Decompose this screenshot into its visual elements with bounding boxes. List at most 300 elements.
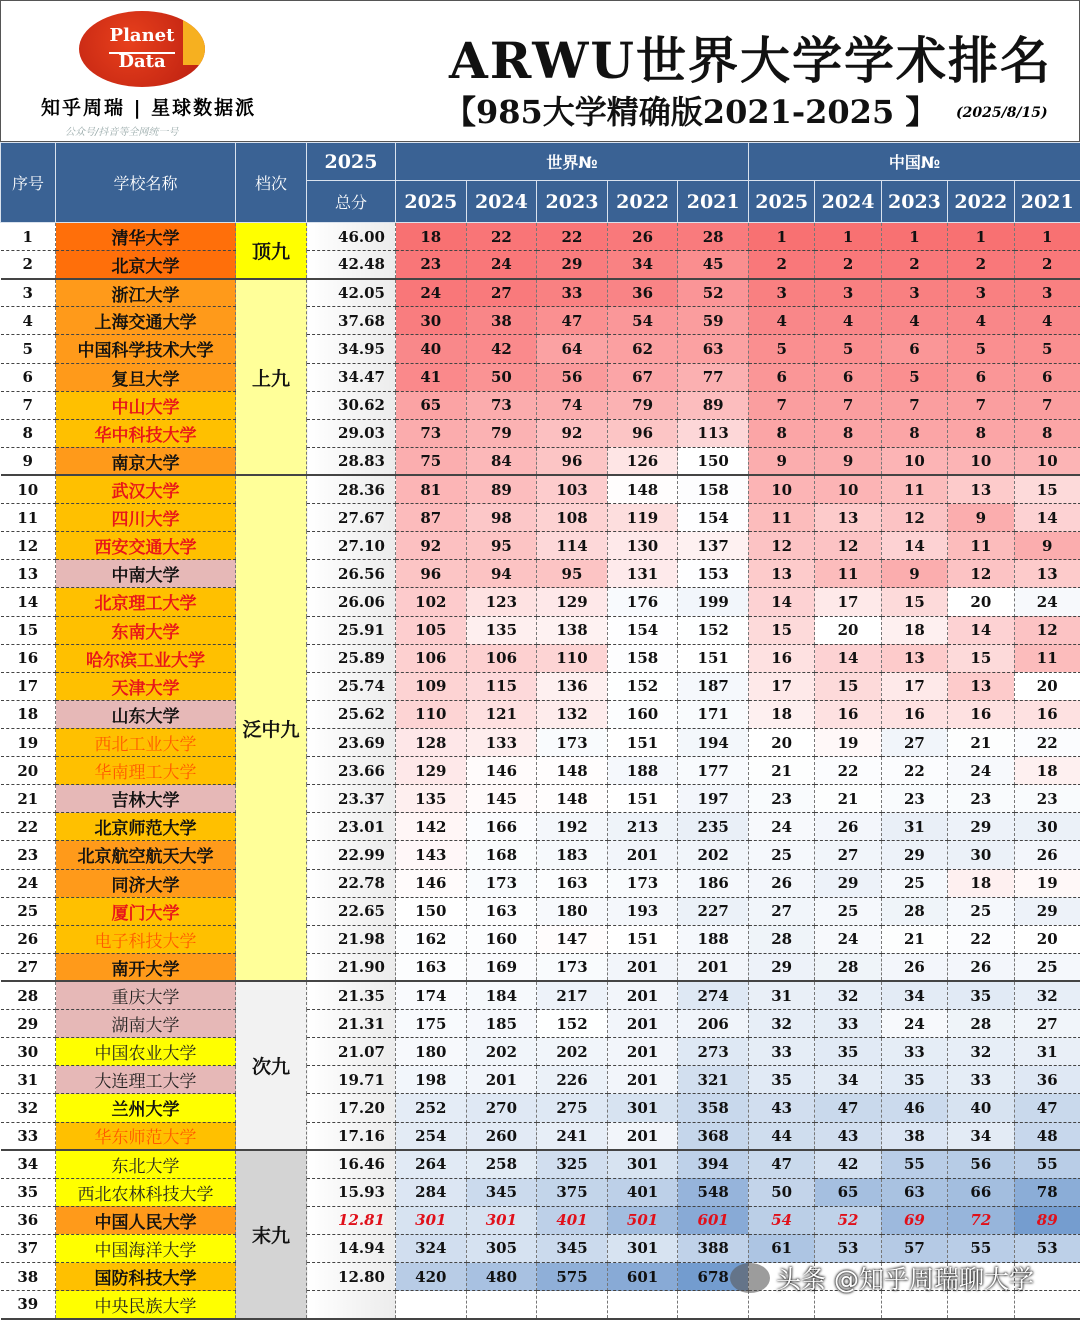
world-rank: 186 — [678, 869, 749, 897]
china-rank: 1 — [1014, 223, 1080, 251]
col-china-2022: 2022 — [948, 181, 1014, 223]
col-score: 总分 — [307, 181, 396, 223]
china-rank: 15 — [1014, 475, 1080, 503]
china-rank: 27 — [748, 897, 814, 925]
world-rank: 62 — [607, 335, 678, 363]
report-date: (2025/8/15) — [956, 105, 1048, 121]
table-row — [1, 1178, 1080, 1206]
china-rank: 29 — [948, 813, 1014, 841]
tier-label: 末九 — [236, 1150, 307, 1319]
world-rank: 188 — [607, 757, 678, 785]
world-rank: 81 — [396, 475, 467, 503]
table-row — [1, 223, 1080, 251]
china-rank: 4 — [1014, 307, 1080, 335]
school-name: 北京理工大学 — [56, 588, 236, 616]
china-rank: 18 — [948, 869, 1014, 897]
world-rank: 152 — [607, 672, 678, 700]
china-rank: 61 — [748, 1234, 814, 1262]
china-rank: 10 — [748, 475, 814, 503]
world-rank: 75 — [396, 447, 467, 475]
world-rank: 252 — [396, 1094, 467, 1122]
table-row — [1, 953, 1080, 981]
school-name: 中南大学 — [56, 560, 236, 588]
world-rank: 180 — [396, 1038, 467, 1066]
china-rank: 22 — [815, 757, 881, 785]
school-name: 中国人民大学 — [56, 1206, 236, 1234]
world-rank: 201 — [678, 953, 749, 981]
china-rank: 46 — [881, 1094, 947, 1122]
china-rank: 53 — [815, 1234, 881, 1262]
world-rank: 87 — [396, 504, 467, 532]
china-rank: 57 — [881, 1234, 947, 1262]
world-rank: 201 — [607, 841, 678, 869]
china-rank: 12 — [748, 532, 814, 560]
china-rank: 11 — [748, 504, 814, 532]
world-rank: 202 — [537, 1038, 608, 1066]
total-score: 23.69 — [307, 728, 396, 756]
world-rank: 65 — [396, 391, 467, 419]
world-rank: 130 — [607, 532, 678, 560]
world-rank: 184 — [466, 981, 537, 1009]
china-rank: 89 — [1014, 1206, 1080, 1234]
china-rank: 13 — [881, 644, 947, 672]
school-name: 中山大学 — [56, 391, 236, 419]
world-rank: 135 — [396, 785, 467, 813]
china-rank: 18 — [748, 700, 814, 728]
china-rank: 16 — [1014, 700, 1080, 728]
watermark — [730, 1258, 1070, 1298]
china-rank: 34 — [881, 981, 947, 1009]
total-score: 12.80 — [307, 1263, 396, 1291]
school-name: 清华大学 — [56, 223, 236, 251]
row-index: 24 — [1, 869, 56, 897]
china-rank: 8 — [948, 419, 1014, 447]
china-rank: 15 — [948, 644, 1014, 672]
total-score: 27.67 — [307, 504, 396, 532]
world-rank: 321 — [678, 1066, 749, 1094]
total-score: 22.65 — [307, 897, 396, 925]
table-row — [1, 475, 1080, 503]
china-rank: 35 — [748, 1066, 814, 1094]
world-rank: 92 — [396, 532, 467, 560]
china-rank: 24 — [948, 757, 1014, 785]
china-rank: 4 — [881, 307, 947, 335]
row-index: 17 — [1, 672, 56, 700]
world-rank: 143 — [396, 841, 467, 869]
china-rank: 52 — [815, 1206, 881, 1234]
world-rank: 160 — [466, 925, 537, 953]
china-rank: 8 — [815, 419, 881, 447]
china-rank: 21 — [881, 925, 947, 953]
table-row — [1, 841, 1080, 869]
row-index: 26 — [1, 925, 56, 953]
world-rank: 18 — [396, 223, 467, 251]
world-rank: 59 — [678, 307, 749, 335]
china-rank: 2 — [748, 251, 814, 279]
total-score: 26.56 — [307, 560, 396, 588]
world-rank: 96 — [396, 560, 467, 588]
world-rank: 106 — [396, 644, 467, 672]
world-rank: 273 — [678, 1038, 749, 1066]
table-row — [1, 532, 1080, 560]
total-score: 28.36 — [307, 475, 396, 503]
world-rank: 345 — [537, 1234, 608, 1262]
china-rank: 20 — [815, 616, 881, 644]
world-rank: 325 — [537, 1150, 608, 1178]
china-rank: 3 — [881, 279, 947, 307]
world-rank: 358 — [678, 1094, 749, 1122]
row-index: 2 — [1, 251, 56, 279]
china-rank: 4 — [748, 307, 814, 335]
total-score: 21.31 — [307, 1010, 396, 1038]
logo-text-2: Data — [79, 51, 205, 72]
china-rank: 27 — [881, 728, 947, 756]
row-index: 25 — [1, 897, 56, 925]
world-rank: 102 — [396, 588, 467, 616]
total-score: 30.62 — [307, 391, 396, 419]
world-rank: 24 — [396, 279, 467, 307]
china-rank: 32 — [948, 1038, 1014, 1066]
china-rank: 55 — [881, 1150, 947, 1178]
china-rank: 15 — [748, 616, 814, 644]
total-score: 22.78 — [307, 869, 396, 897]
school-name: 电子科技大学 — [56, 925, 236, 953]
page-subtitle: 【985大学精确版2021-2025 】 — [444, 87, 937, 133]
china-rank: 24 — [1014, 588, 1080, 616]
school-name: 山东大学 — [56, 700, 236, 728]
col-score-year: 2025 — [307, 143, 396, 181]
world-rank: 42 — [466, 335, 537, 363]
table-row — [1, 504, 1080, 532]
china-rank: 2 — [815, 251, 881, 279]
col-world-2023: 2023 — [537, 181, 608, 223]
china-rank: 17 — [815, 588, 881, 616]
world-rank: 34 — [607, 251, 678, 279]
world-rank: 24 — [466, 251, 537, 279]
col-group-china: 中国№ — [748, 143, 1080, 181]
world-rank: 146 — [466, 757, 537, 785]
row-index: 9 — [1, 447, 56, 475]
table-row — [1, 1010, 1080, 1038]
china-rank: 50 — [748, 1178, 814, 1206]
china-rank: 35 — [881, 1066, 947, 1094]
china-rank: 55 — [1014, 1150, 1080, 1178]
china-rank: 72 — [948, 1206, 1014, 1234]
china-rank: 40 — [948, 1094, 1014, 1122]
school-name: 大连理工大学 — [56, 1066, 236, 1094]
china-rank: 17 — [748, 672, 814, 700]
china-rank: 26 — [748, 869, 814, 897]
world-rank: 84 — [466, 447, 537, 475]
total-score — [307, 1291, 396, 1319]
total-score: 21.07 — [307, 1038, 396, 1066]
china-rank: 8 — [881, 419, 947, 447]
china-rank: 6 — [881, 335, 947, 363]
china-rank: 19 — [815, 728, 881, 756]
total-score: 23.37 — [307, 785, 396, 813]
world-rank: 47 — [537, 307, 608, 335]
world-rank: 152 — [678, 616, 749, 644]
world-rank — [466, 1291, 537, 1319]
table-row — [1, 307, 1080, 335]
school-name: 北京大学 — [56, 251, 236, 279]
world-rank: 183 — [537, 841, 608, 869]
china-rank: 26 — [881, 953, 947, 981]
world-rank: 50 — [466, 363, 537, 391]
china-rank: 9 — [748, 447, 814, 475]
col-china-2025: 2025 — [748, 181, 814, 223]
table-row — [1, 644, 1080, 672]
china-rank: 21 — [815, 785, 881, 813]
total-score: 25.91 — [307, 616, 396, 644]
total-score: 19.71 — [307, 1066, 396, 1094]
world-rank: 226 — [537, 1066, 608, 1094]
china-rank: 14 — [948, 616, 1014, 644]
china-rank: 29 — [881, 841, 947, 869]
world-rank — [607, 1291, 678, 1319]
china-rank: 2 — [881, 251, 947, 279]
world-rank: 284 — [396, 1178, 467, 1206]
table-row — [1, 1038, 1080, 1066]
row-index: 39 — [1, 1291, 56, 1319]
row-index: 7 — [1, 391, 56, 419]
world-rank: 173 — [537, 953, 608, 981]
tier-label: 顶九 — [236, 223, 307, 279]
total-score: 12.81 — [307, 1206, 396, 1234]
china-rank: 16 — [948, 700, 1014, 728]
row-index: 13 — [1, 560, 56, 588]
total-score: 17.20 — [307, 1094, 396, 1122]
table-row — [1, 616, 1080, 644]
row-index: 22 — [1, 813, 56, 841]
world-rank: 133 — [466, 728, 537, 756]
total-score: 27.10 — [307, 532, 396, 560]
school-name: 兰州大学 — [56, 1094, 236, 1122]
china-rank: 4 — [948, 307, 1014, 335]
world-rank: 173 — [537, 728, 608, 756]
world-rank: 22 — [466, 223, 537, 251]
china-rank: 7 — [815, 391, 881, 419]
china-rank: 13 — [1014, 560, 1080, 588]
world-rank: 121 — [466, 700, 537, 728]
row-index: 5 — [1, 335, 56, 363]
world-rank: 63 — [678, 335, 749, 363]
school-name: 上海交通大学 — [56, 307, 236, 335]
world-rank: 163 — [396, 953, 467, 981]
china-rank: 12 — [881, 504, 947, 532]
world-rank: 160 — [607, 700, 678, 728]
world-rank: 235 — [678, 813, 749, 841]
world-rank: 128 — [396, 728, 467, 756]
china-rank: 3 — [815, 279, 881, 307]
world-rank: 201 — [607, 953, 678, 981]
world-rank: 193 — [607, 897, 678, 925]
col-world-2021: 2021 — [678, 181, 749, 223]
china-rank: 25 — [815, 897, 881, 925]
china-rank: 33 — [748, 1038, 814, 1066]
total-score: 21.35 — [307, 981, 396, 1009]
world-rank: 129 — [396, 757, 467, 785]
world-rank: 158 — [607, 644, 678, 672]
world-rank: 180 — [537, 897, 608, 925]
world-rank: 305 — [466, 1234, 537, 1262]
world-rank: 103 — [537, 475, 608, 503]
row-index: 18 — [1, 700, 56, 728]
world-rank: 137 — [678, 532, 749, 560]
china-rank: 25 — [948, 897, 1014, 925]
world-rank: 67 — [607, 363, 678, 391]
china-rank: 29 — [815, 869, 881, 897]
china-rank: 56 — [948, 1150, 1014, 1178]
world-rank: 254 — [396, 1122, 467, 1150]
world-rank: 56 — [537, 363, 608, 391]
china-rank: 15 — [815, 672, 881, 700]
world-rank — [396, 1291, 467, 1319]
world-rank: 401 — [607, 1178, 678, 1206]
china-rank: 11 — [815, 560, 881, 588]
china-rank: 5 — [881, 363, 947, 391]
china-rank: 53 — [1014, 1234, 1080, 1262]
total-score: 25.62 — [307, 700, 396, 728]
brand-name: 知乎周瑞 | 星球数据派 — [41, 93, 256, 120]
china-rank: 65 — [815, 1178, 881, 1206]
table-row — [1, 700, 1080, 728]
table-row — [1, 560, 1080, 588]
world-rank: 154 — [607, 616, 678, 644]
china-rank: 28 — [948, 1010, 1014, 1038]
world-rank: 388 — [678, 1234, 749, 1262]
china-rank: 25 — [1014, 953, 1080, 981]
world-rank: 375 — [537, 1178, 608, 1206]
china-rank: 29 — [748, 953, 814, 981]
total-score: 37.68 — [307, 307, 396, 335]
row-index: 11 — [1, 504, 56, 532]
china-rank: 35 — [948, 981, 1014, 1009]
row-index: 1 — [1, 223, 56, 251]
china-rank: 29 — [1014, 897, 1080, 925]
world-rank: 123 — [466, 588, 537, 616]
world-rank: 79 — [607, 391, 678, 419]
china-rank: 14 — [748, 588, 814, 616]
world-rank: 28 — [678, 223, 749, 251]
world-rank: 148 — [607, 475, 678, 503]
total-score: 23.66 — [307, 757, 396, 785]
world-rank: 394 — [678, 1150, 749, 1178]
china-rank: 43 — [748, 1094, 814, 1122]
china-rank: 31 — [748, 981, 814, 1009]
row-index: 32 — [1, 1094, 56, 1122]
world-rank: 158 — [678, 475, 749, 503]
world-rank: 148 — [537, 757, 608, 785]
china-rank: 18 — [881, 616, 947, 644]
china-rank: 32 — [748, 1010, 814, 1038]
world-rank: 324 — [396, 1234, 467, 1262]
world-rank: 94 — [466, 560, 537, 588]
world-rank: 173 — [607, 869, 678, 897]
china-rank: 26 — [948, 953, 1014, 981]
world-rank: 601 — [678, 1206, 749, 1234]
china-rank: 9 — [881, 560, 947, 588]
world-rank: 96 — [537, 447, 608, 475]
total-score: 16.46 — [307, 1150, 396, 1178]
world-rank: 241 — [537, 1122, 608, 1150]
report-header — [0, 0, 1080, 142]
world-rank: 201 — [607, 981, 678, 1009]
school-name: 重庆大学 — [56, 981, 236, 1009]
china-rank: 7 — [1014, 391, 1080, 419]
world-rank: 113 — [678, 419, 749, 447]
world-rank: 501 — [607, 1206, 678, 1234]
table-row — [1, 419, 1080, 447]
school-name: 华东师范大学 — [56, 1122, 236, 1150]
china-rank: 34 — [815, 1066, 881, 1094]
world-rank: 115 — [466, 672, 537, 700]
world-rank: 154 — [678, 504, 749, 532]
world-rank: 169 — [466, 953, 537, 981]
world-rank: 206 — [678, 1010, 749, 1038]
world-rank: 171 — [678, 700, 749, 728]
world-rank: 151 — [607, 785, 678, 813]
total-score: 25.89 — [307, 644, 396, 672]
row-index: 37 — [1, 1234, 56, 1262]
china-rank: 25 — [881, 869, 947, 897]
school-name: 天津大学 — [56, 672, 236, 700]
school-name: 中国科学技术大学 — [56, 335, 236, 363]
world-rank: 136 — [537, 672, 608, 700]
total-score: 28.83 — [307, 447, 396, 475]
china-rank: 66 — [948, 1178, 1014, 1206]
world-rank: 22 — [537, 223, 608, 251]
china-rank: 14 — [1014, 504, 1080, 532]
china-rank: 32 — [1014, 981, 1080, 1009]
china-rank: 21 — [748, 757, 814, 785]
world-rank: 275 — [537, 1094, 608, 1122]
world-rank: 213 — [607, 813, 678, 841]
total-score: 21.90 — [307, 953, 396, 981]
china-rank: 17 — [881, 672, 947, 700]
col-china-2021: 2021 — [1014, 181, 1080, 223]
world-rank: 420 — [396, 1263, 467, 1291]
china-rank: 19 — [1014, 869, 1080, 897]
world-rank: 41 — [396, 363, 467, 391]
china-rank: 12 — [815, 532, 881, 560]
world-rank: 29 — [537, 251, 608, 279]
china-rank: 23 — [948, 785, 1014, 813]
china-rank: 44 — [748, 1122, 814, 1150]
table-row — [1, 1066, 1080, 1094]
col-china-2024: 2024 — [815, 181, 881, 223]
china-rank: 8 — [748, 419, 814, 447]
row-index: 8 — [1, 419, 56, 447]
world-rank: 27 — [466, 279, 537, 307]
school-name: 复旦大学 — [56, 363, 236, 391]
china-rank: 31 — [1014, 1038, 1080, 1066]
world-rank: 174 — [396, 981, 467, 1009]
table-row — [1, 1206, 1080, 1234]
world-rank: 30 — [396, 307, 467, 335]
table-row — [1, 785, 1080, 813]
world-rank: 26 — [607, 223, 678, 251]
world-rank: 36 — [607, 279, 678, 307]
china-rank: 35 — [815, 1038, 881, 1066]
tier-label: 上九 — [236, 279, 307, 476]
china-rank: 23 — [1014, 785, 1080, 813]
world-rank: 64 — [537, 335, 608, 363]
world-rank: 163 — [466, 897, 537, 925]
china-rank: 31 — [881, 813, 947, 841]
china-rank: 22 — [1014, 728, 1080, 756]
china-rank: 13 — [815, 504, 881, 532]
